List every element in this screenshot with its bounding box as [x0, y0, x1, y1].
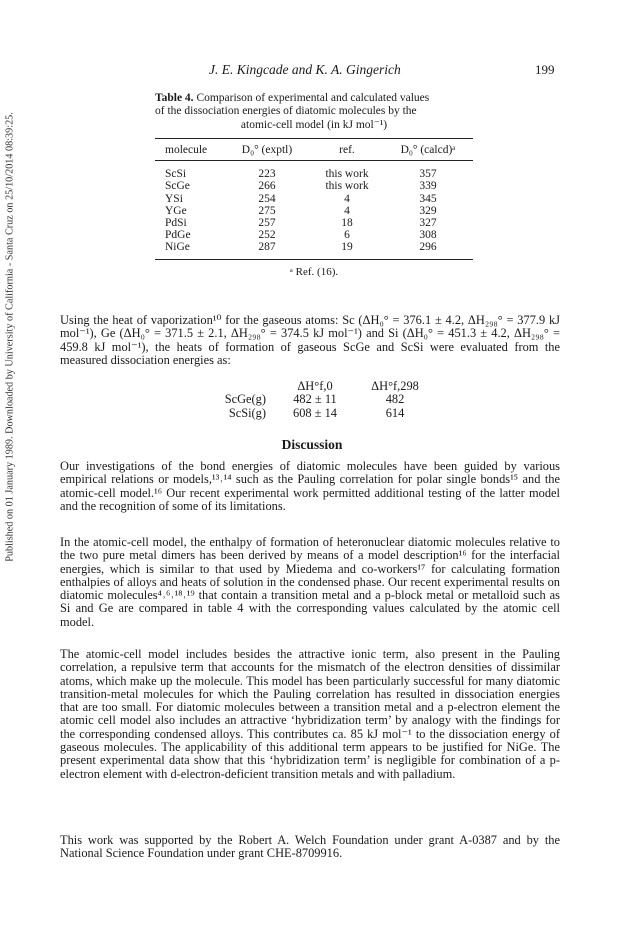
section-heading-discussion: Discussion [281, 437, 343, 452]
table-caption [155, 92, 473, 132]
table-caption-line2: of the dissociation energies of diatomic molecules by the [155, 105, 417, 118]
table-cell: 327 [419, 216, 437, 229]
table-footnote: ᵃ Ref. (16). [289, 265, 339, 278]
running-head-authors: J. E. Kingcade and K. A. Gingerich [209, 62, 401, 77]
table-cell: 345 [419, 192, 437, 205]
table-cell: 296 [419, 241, 437, 254]
heats-cell: 614 [385, 405, 405, 420]
table-row [155, 193, 473, 205]
table-cell: this work [325, 168, 369, 181]
table-cell: 4 [344, 204, 350, 217]
table-cell: 252 [258, 229, 276, 242]
table-label: Table 4. [155, 92, 194, 104]
table-row [155, 229, 473, 241]
download-note: Published on 01 January 1989. Downloaded by University of California - Santa Cruz on 25/10/2014 08:39:25. [4, 112, 16, 562]
column-header: ref. [339, 143, 355, 156]
table-cell: 4 [344, 192, 350, 205]
running-head [0, 62, 624, 80]
table-caption-line1: Comparison of experimental and calculated values [196, 92, 430, 104]
table-caption-line3: atomic-cell model (in kJ mol⁻¹) [240, 118, 388, 131]
paragraph-atomic-cell-model: In the atomic-cell model, the enthalpy of formation of heteronuclear diatomic molecules relative to the two pure metal dimers has been derived by means of a model description¹⁶ for the interfacial energies, which is similar to that used by Miedema and co-workers¹⁷ for calculating formation enthalpies of alloys and heats of solution in the condensed phase. Our recent experimental results on diatomic molecules⁴˒⁶˒¹⁸˒¹⁹ that contain a transition metal and a p-block metal or metalloid such as Si and Ge are compared in table 4 with the corresponding values calculated by the atomic cell model. [60, 535, 560, 629]
table-cell: this work [325, 180, 369, 193]
heats-header [191, 380, 266, 393]
table-cell: 18 [341, 216, 353, 229]
heats-cell: ScSi(g) [228, 405, 266, 420]
table-row [155, 180, 473, 192]
table-cell: 223 [258, 168, 276, 181]
table-cell: NiGe [165, 241, 190, 254]
table-bottom-rule [155, 259, 473, 260]
paragraph-hybridization-term: The atomic-cell model includes besides the attractive ionic term, also present in the Pauling correlation, a repulsive term that accounts for the mismatch of the electron densities of dissimilar atoms, which make up the molecule. This model has been particularly successful for many diatomic transition-metal molecules for which the Pauling correlation has resulted in dissociation energies that are too small. For diatomic molecules between a transition metal and a p-electron element the atomic cell model also includes an attractive ‘hybridization term’ by analogy with the findings for the corresponding condensed alloys. This contributes ca. 85 kJ mol⁻¹ to the dissociation energy of gaseous molecules. The applicability of this additional term appears to be justified for NiGe. The present experimental data show that this ‘hybridization term’ is negligible for combination of a p-electron element with d-electron-deficient transition metals and with palladium. [60, 647, 560, 781]
table-cell: 257 [258, 216, 276, 229]
table-cell: ScSi [165, 168, 187, 181]
table-header-row [155, 139, 473, 160]
paragraph-discussion-intro: Our investigations of the bond energies of diatomic molecules have been guided by various empirical relations or models,¹³˒¹⁴ such as the Pauling correlation for polar single bonds¹⁵ and the atomic-cell model.¹⁶ Our recent experimental work permitted additional testing of the latter model and the recognition of some of its limitations. [60, 459, 560, 513]
table-cell: 254 [258, 192, 276, 205]
table-cell: 308 [419, 229, 437, 242]
heats-header-row [191, 380, 451, 393]
paragraph-heats-of-vaporization: Using the heat of vaporization¹⁰ for the gaseous atoms: Sc (ΔH₀° = 376.1 ± 4.2, ΔH₂₉₈° = 377.9 kJ mol⁻¹), Ge (ΔH₀° = 371.5 ± 2.1, ΔH₂₉₈° = 374.5 kJ mol⁻¹) and Si (ΔH₀° = 451.3 ± 4.2, ΔH₂₉₈° = 459.8 kJ mol⁻¹), the heats of formation of gaseous ScGe and ScSi were evaluated from the measured dissociation energies as: [60, 313, 560, 367]
table-row [155, 205, 473, 217]
table-cell: 6 [344, 229, 350, 242]
column-header: D₀° (calcd)ᵃ [400, 143, 456, 156]
heats-cell: ScGe(g) [224, 392, 266, 407]
column-header: D₀° (exptl) [241, 143, 293, 156]
table-4 [155, 92, 473, 278]
column-header: molecule [165, 143, 208, 156]
table-body [155, 161, 473, 258]
table-cell: 19 [341, 241, 353, 254]
table-cell: 266 [258, 180, 276, 193]
heats-cell: 482 [385, 392, 405, 407]
heats-header: ΔH°f,298 [371, 379, 419, 393]
table-row [155, 241, 473, 253]
table-cell: YSi [165, 192, 183, 205]
table-row [155, 217, 473, 229]
table-row [155, 168, 473, 180]
heats-row [191, 407, 451, 420]
heats-row [191, 393, 451, 406]
heats-header: ΔH°f,0 [297, 379, 333, 393]
table-cell: 339 [419, 180, 437, 193]
table-cell: ScGe [165, 180, 190, 193]
heats-cell: 482 ± 11 [293, 392, 337, 407]
table-cell: 357 [419, 168, 437, 181]
table-cell: PdGe [165, 229, 191, 242]
heats-cell: 608 ± 14 [293, 405, 337, 420]
table-cell: PdSi [165, 216, 187, 229]
table-cell: YGe [165, 204, 187, 217]
page-number: 199 [535, 62, 555, 77]
paragraph-acknowledgements: This work was supported by the Robert A. Welch Foundation under grant A-0387 and by the National Science Foundation under grant CHE-8709916. [60, 833, 560, 861]
download-watermark [2, 92, 18, 582]
table-cell: 275 [258, 204, 276, 217]
table-cell: 287 [258, 241, 276, 254]
heats-of-formation-table [191, 380, 451, 420]
table-cell: 329 [419, 204, 437, 217]
